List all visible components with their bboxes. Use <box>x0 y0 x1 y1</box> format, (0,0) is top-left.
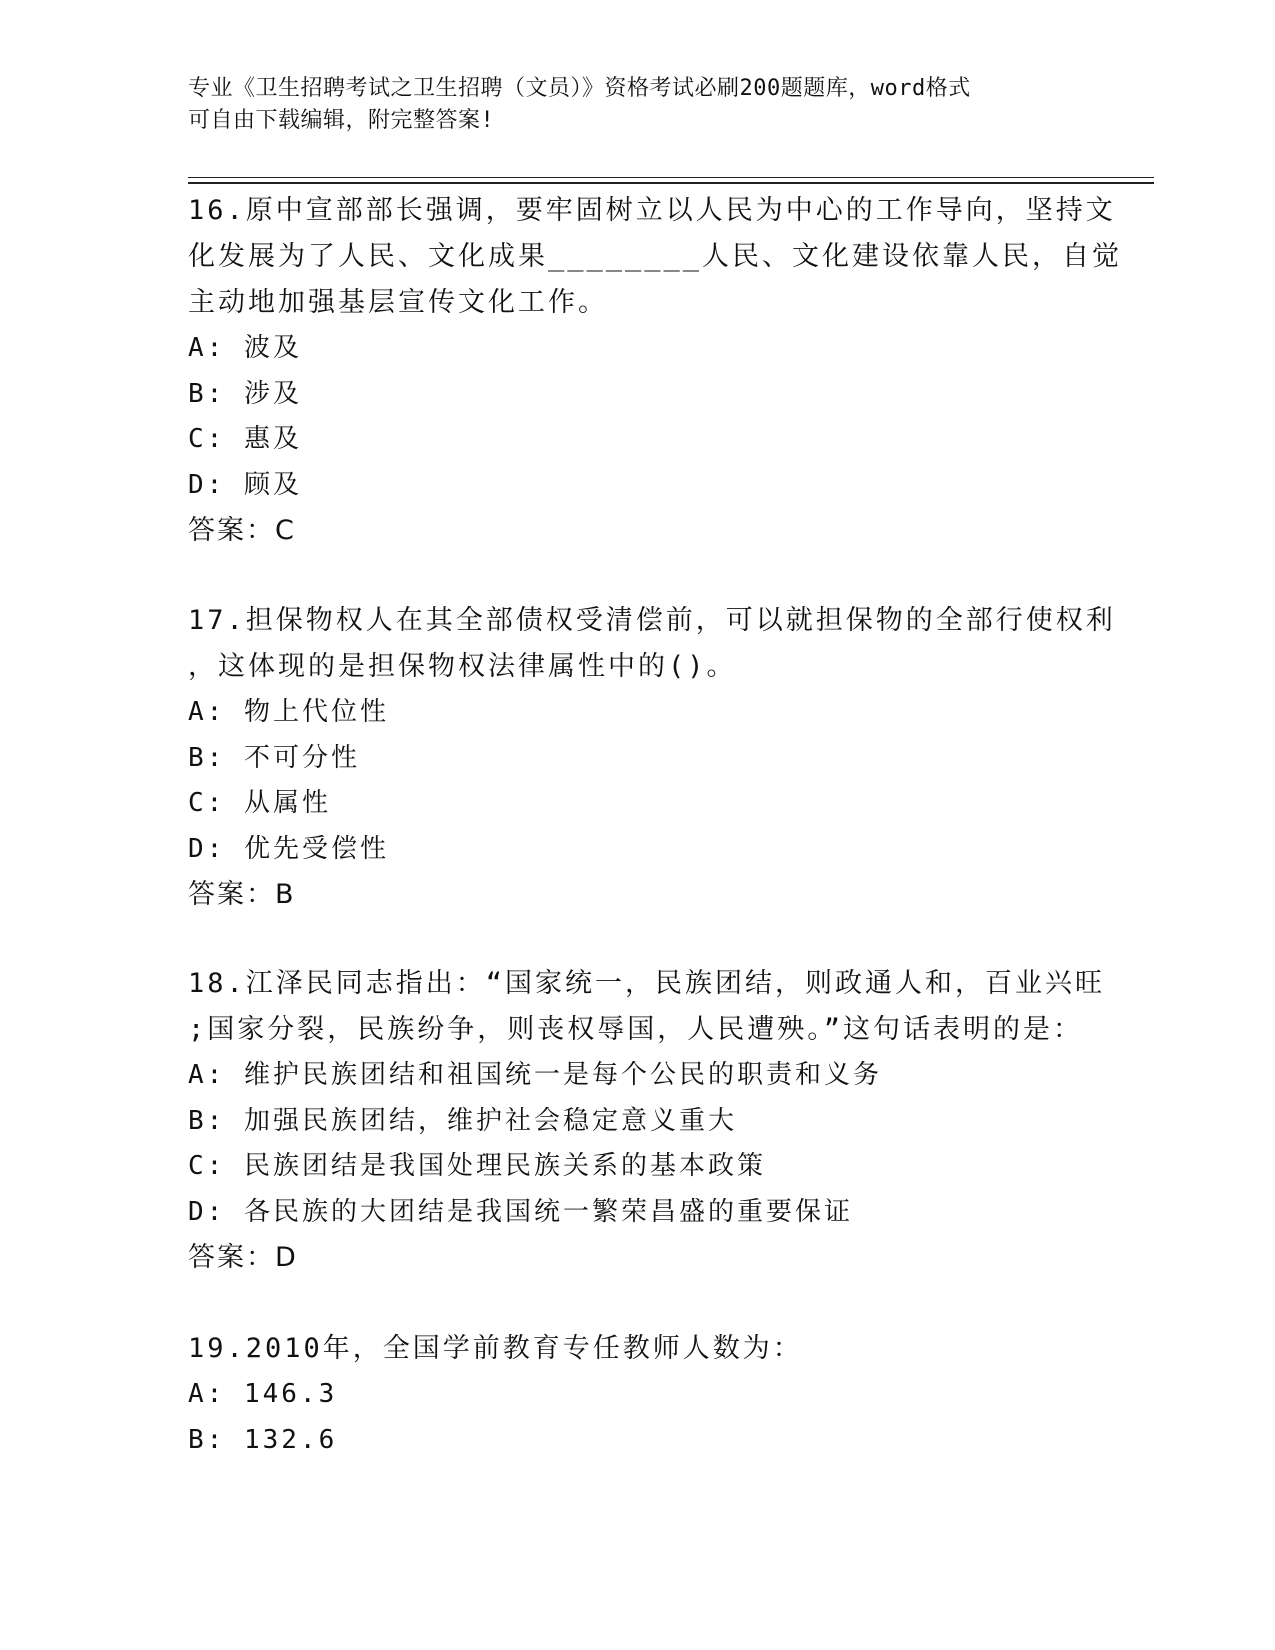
option-b: B: 加强民族团结，维护社会稳定意义重大 <box>188 1105 737 1136</box>
question-stem-line: 18.江泽民同志指出：“国家统一，民族团结，则政通人和，百业兴旺 <box>188 968 1106 999</box>
header-divider-thin <box>188 177 1154 178</box>
header-line-1: 专业《卫生招聘考试之卫生招聘（文员）》资格考试必刷200题题库，word格式 <box>188 76 971 101</box>
document-header <box>188 73 1068 137</box>
option-d: D: 顾及 <box>188 469 302 500</box>
option-a: A: 物上代位性 <box>188 697 389 727</box>
question-18 <box>188 961 1106 1281</box>
option-b: B: 132.6 <box>188 1424 338 1455</box>
answer-line: 答案：C <box>188 515 296 546</box>
option-a: A: 146.3 <box>188 1379 338 1409</box>
header-line-2: 可自由下载编辑，附完整答案! <box>188 108 495 133</box>
question-19 <box>188 1326 1088 1463</box>
option-a: A: 波及 <box>188 333 302 363</box>
answer-line: 答案：D <box>188 1242 298 1273</box>
header-divider-thick <box>188 182 1154 184</box>
option-a: A: 维护民族团结和祖国统一是每个公民的职责和义务 <box>188 1060 882 1090</box>
question-stem-line: 主动地加强基层宣传文化工作。 <box>188 287 608 318</box>
option-b: B: 涉及 <box>188 378 302 409</box>
question-stem-line: 17.担保物权人在其全部债权受清偿前，可以就担保物的全部行使权利 <box>188 605 1116 636</box>
question-16 <box>188 188 1123 554</box>
option-c: C: 从属性 <box>188 788 331 818</box>
option-d: D: 优先受偿性 <box>188 833 389 864</box>
question-stem-line: 16.原中宣部部长强调，要牢固树立以人民为中心的工作导向，坚持文 <box>188 195 1116 226</box>
option-d: D: 各民族的大团结是我国统一繁荣昌盛的重要保证 <box>188 1196 853 1227</box>
option-b: B: 不可分性 <box>188 742 360 773</box>
question-stem-line: ，这体现的是担保物权法律属性中的()。 <box>188 651 737 682</box>
question-17 <box>188 598 1116 918</box>
option-c: C: 惠及 <box>188 424 302 454</box>
question-stem-line: 化发展为了人民、文化成果________人民、文化建设依靠人民，自觉 <box>188 241 1123 272</box>
answer-line: 答案：B <box>188 879 296 910</box>
option-c: C: 民族团结是我国处理民族关系的基本政策 <box>188 1151 766 1181</box>
question-stem-line: ;国家分裂，民族纷争，则丧权辱国，人民遭殃。”这句话表明的是： <box>188 1014 1084 1045</box>
question-stem-line: 19.2010年，全国学前教育专任教师人数为： <box>188 1333 803 1364</box>
